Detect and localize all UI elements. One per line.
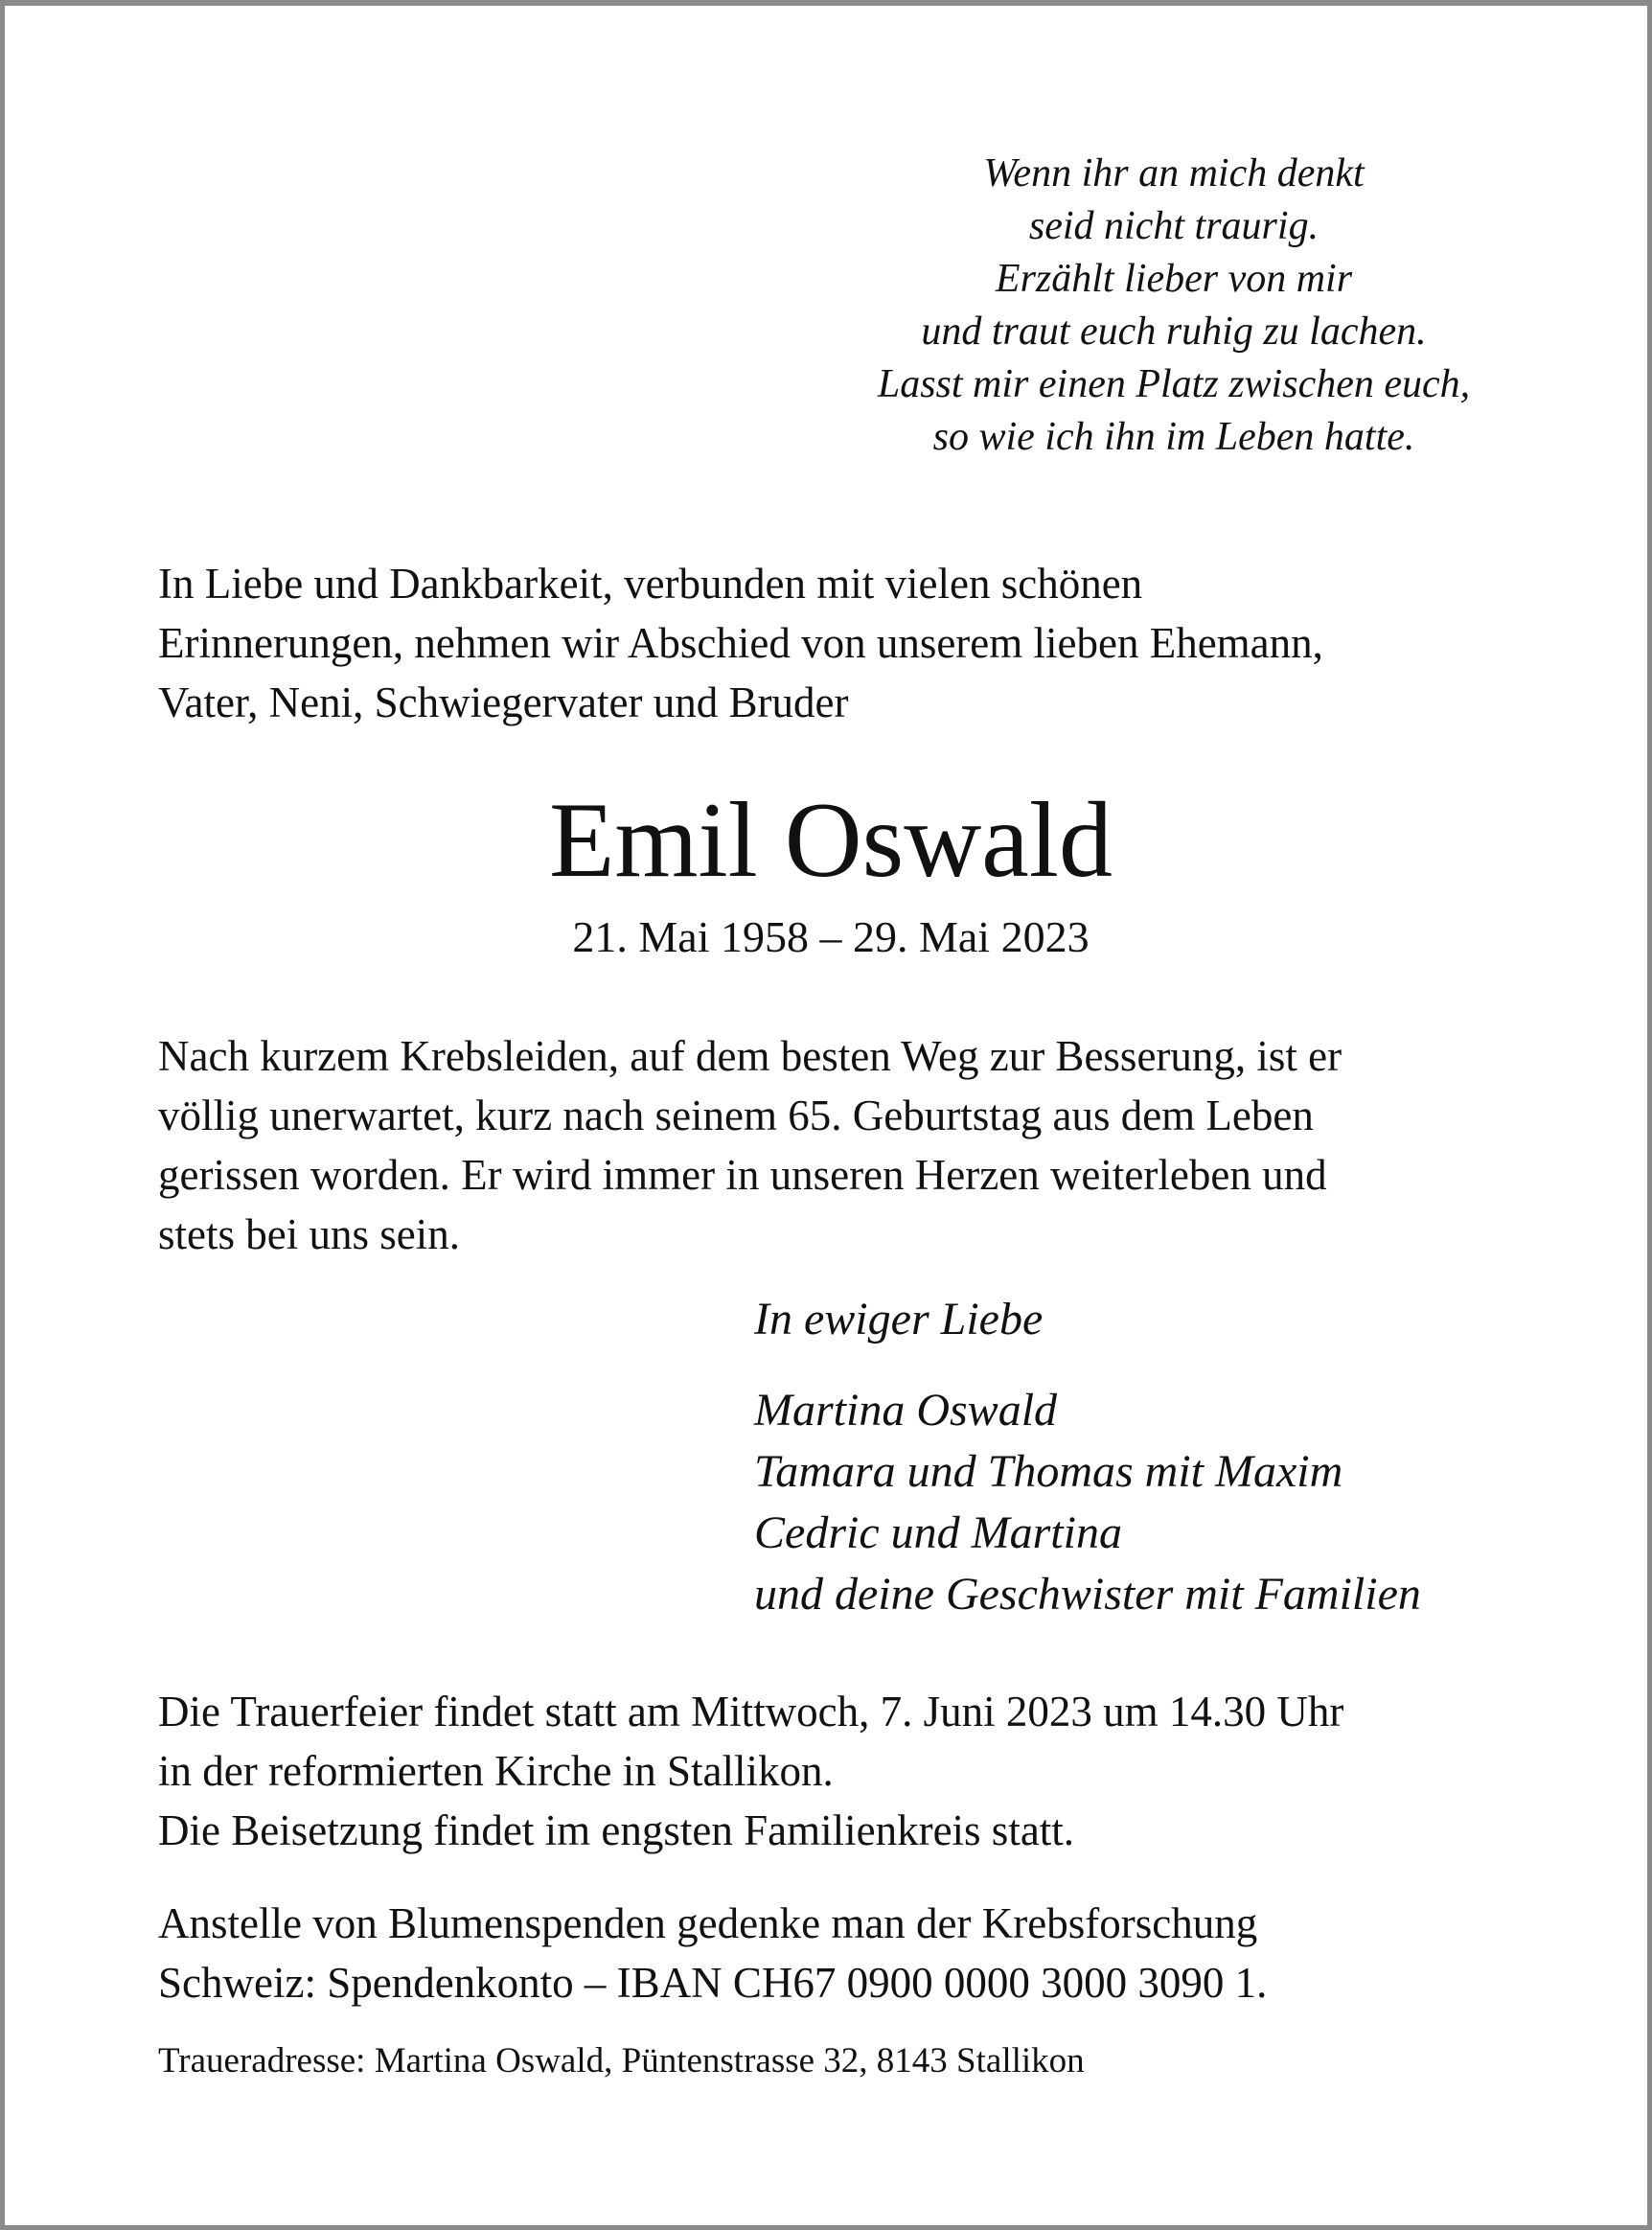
intro-line: Erinnerungen, nehmen wir Abschied von unserem lieben Ehemann,	[158, 619, 1323, 667]
donation-info	[158, 1894, 1548, 2012]
closing-phrase	[754, 1289, 1617, 1350]
illness-line: völlig unerwartet, kurz nach seinem 65. Geburtstag aus dem Leben	[158, 1092, 1314, 1139]
donation-line: Schweiz: Spendenkonto – IBAN CH67 0900 0000 3000 3090 1.	[158, 1959, 1268, 2007]
mourner: Cedric und Martina	[754, 1507, 1122, 1558]
closing-text: In ewiger Liebe	[754, 1294, 1044, 1345]
poem-line: und traut euch ruhig zu lachen.	[921, 310, 1427, 354]
life-dates: 21. Mai 1958 – 29. Mai 2023	[572, 912, 1090, 961]
mourners-list	[754, 1380, 1617, 1625]
ceremony-info	[158, 1682, 1548, 1860]
poem-line: Erzählt lieber von mir	[995, 257, 1353, 301]
farewell-intro	[158, 554, 1548, 732]
deceased-name: Emil Oswald	[549, 781, 1113, 900]
mourner: Martina Oswald	[754, 1385, 1058, 1436]
mourning-address: Traueradresse: Martina Oswald, Püntenstrasse 32, 8143 Stallikon	[158, 2041, 1085, 2081]
ceremony-line: Die Beisetzung findet im engsten Familienkreis statt.	[158, 1806, 1075, 1854]
intro-line: Vater, Neni, Schwiegervater und Bruder	[158, 678, 849, 726]
poem-line: so wie ich ihn im Leben hatte.	[932, 415, 1415, 459]
illness-line: Nach kurzem Krebsleiden, auf dem besten Weg zur Besserung, ist er	[158, 1032, 1342, 1080]
poem-line: seid nicht traurig.	[1028, 204, 1319, 248]
illness-paragraph	[158, 1026, 1548, 1264]
illness-line: stets bei uns sein.	[158, 1210, 460, 1258]
poem-line: Wenn ihr an mich denkt	[983, 151, 1365, 195]
memorial-poem	[829, 148, 1519, 464]
donation-line: Anstelle von Blumenspenden gedenke man der Krebsforschung	[158, 1899, 1258, 1947]
ceremony-line: Die Trauerfeier findet statt am Mittwoch, 7. Juni 2023 um 14.30 Uhr	[158, 1688, 1344, 1736]
ceremony-line: in der reformierten Kirche in Stallikon.	[158, 1747, 834, 1795]
mourner: und deine Geschwister mit Familien	[754, 1569, 1421, 1620]
illness-line: gerissen worden. Er wird immer in unseren Herzen weiterleben und	[158, 1151, 1327, 1199]
poem-line: Lasst mir einen Platz zwischen euch,	[877, 362, 1471, 406]
intro-line: In Liebe und Dankbarkeit, verbunden mit vielen schönen	[158, 560, 1143, 608]
mourner: Tamara und Thomas mit Maxim	[754, 1446, 1343, 1497]
